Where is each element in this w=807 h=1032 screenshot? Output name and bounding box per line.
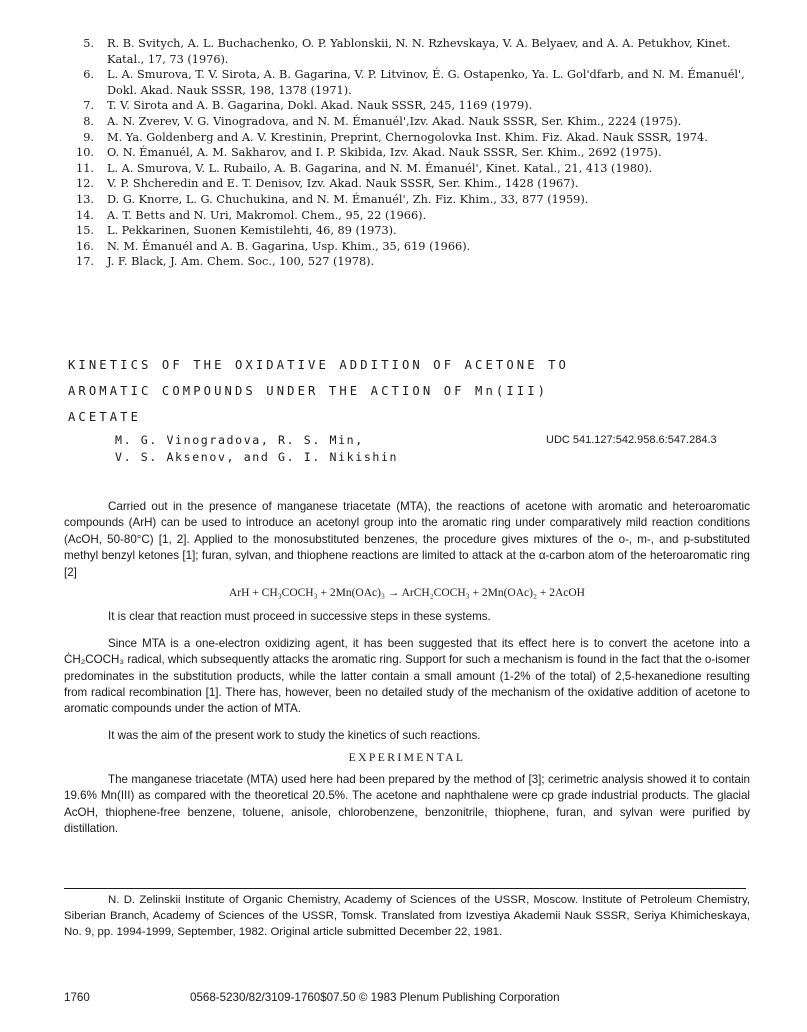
body-paragraph: It is clear that reaction must proceed in successive steps in these systems. bbox=[108, 610, 491, 624]
reference-list bbox=[60, 36, 760, 270]
reference-text: A. T. Betts and N. Uri, Makromol. Chem., 95, 22 (1966). bbox=[107, 208, 427, 222]
reference-text: L. A. Smurova, T. V. Sirota, A. B. Gagarina, V. P. Litvinov, É. G. Ostapenko, Ya. L. Gol'dfarb, and N. M. Émanuél', Dokl. Akad. Nauk SSSR, 198, 1378 (1971). bbox=[107, 68, 745, 97]
reference-item bbox=[60, 239, 760, 255]
article-body bbox=[64, 499, 750, 837]
reference-number: 14. bbox=[76, 208, 94, 222]
reference-text: T. V. Sirota and A. B. Gagarina, Dokl. Akad. Nauk SSSR, 245, 1169 (1979). bbox=[107, 99, 533, 113]
reference-item bbox=[60, 114, 760, 130]
reference-text: D. G. Knorre, L. G. Chuchukina, and N. M. Émanuél', Zh. Fiz. Khim., 33, 877 (1959). bbox=[107, 192, 589, 206]
reference-item bbox=[60, 36, 760, 67]
reference-text: V. P. Shcheredin and E. T. Denisov, Izv. Akad. Nauk SSSR, Ser. Khim., 1428 (1967). bbox=[107, 177, 579, 191]
article-title bbox=[68, 352, 708, 430]
reference-number: 11. bbox=[76, 161, 94, 175]
reference-number: 9. bbox=[83, 130, 94, 144]
reference-item bbox=[60, 208, 760, 224]
copyright-line: 0568-5230/82/3109-1760$07.50 © 1983 Plenum Publishing Corporation bbox=[190, 991, 560, 1004]
reference-number: 7. bbox=[83, 99, 94, 113]
body-paragraph: It was the aim of the present work to study the kinetics of such reactions. bbox=[108, 728, 481, 742]
reference-text: L. Pekkarinen, Suonen Kemistilehti, 46, 89 (1973). bbox=[107, 224, 397, 238]
body-paragraph: The manganese triacetate (MTA) used here had been prepared by the method of [3]; cerimetric analysis showed it to contain 19.6% Mn(III) as compared with the theoretical 20.5%. The acetone and naphthalene were cp grade industrial products. The glacial AcOH, thiophene-free benzene, toluene, anisole, chlorobenzene, benzonitrile, thiophene, furan, and sylvan were purified by distillation. bbox=[64, 772, 750, 835]
author-line: V. S. Aksenov, and G. I. Nikishin bbox=[115, 450, 399, 464]
reference-item bbox=[60, 254, 760, 270]
reaction-equation: ArH + CH₃COCH₃ + 2Mn(OAc)₃ → ArCH₂COCH₃ + 2Mn(OAc)₂ + 2AcOH bbox=[228, 587, 585, 600]
author-line: M. G. Vinogradova, R. S. Min, bbox=[115, 433, 364, 447]
page-number: 1760 bbox=[64, 991, 90, 1004]
udc-code: UDC 541.127:542.958.6:547.284.3 bbox=[546, 434, 717, 446]
footnote bbox=[64, 893, 750, 940]
reference-item bbox=[60, 130, 760, 146]
reference-number: 13. bbox=[76, 192, 94, 206]
reference-item bbox=[60, 145, 760, 161]
reference-number: 17. bbox=[76, 255, 94, 269]
reference-item bbox=[60, 98, 760, 114]
reference-text: N. M. Émanuél and A. B. Gagarina, Usp. Khim., 35, 619 (1966). bbox=[107, 239, 471, 253]
title-line: KINETICS OF THE OXIDATIVE ADDITION OF ACETONE TO bbox=[68, 358, 569, 372]
footnote-divider bbox=[64, 888, 746, 889]
title-line: ACETATE bbox=[68, 410, 142, 424]
reference-text: L. A. Smurova, V. L. Rubailo, A. B. Gagarina, and N. M. Émanuél', Kinet. Katal., 21, 413 (1980). bbox=[107, 161, 653, 175]
reference-text: A. N. Zverev, V. G. Vinogradova, and N. M. Émanuél',Izv. Akad. Nauk SSSR, Ser. Khim., 2224 (1975). bbox=[107, 114, 682, 128]
reference-text: O. N. Émanuél, A. M. Sakharov, and I. P. Skibida, Izv. Akad. Nauk SSSR, Ser. Khim., 2692 (1975). bbox=[107, 146, 662, 160]
reference-number: 5. bbox=[83, 37, 94, 50]
footnote-text: N. D. Zelinskii Institute of Organic Chemistry, Academy of Sciences of the USSR, Moscow. Institute of Petroleum Chemistry, Siberian Branch, Academy of Sciences of the USSR, Tomsk. Translated from Izvestiya Akademii Nauk SSSR, Seriya Khimicheskaya, No. 9, pp. 1994-1999, September, 1982. Original article submitted December 22, 1981. bbox=[64, 894, 750, 938]
reference-number: 6. bbox=[83, 68, 94, 82]
reference-text: M. Ya. Goldenberg and A. V. Krestinin, Preprint, Chernogolovka Inst. Khim. Fiz. Akad. Nauk SSSR, 1974. bbox=[107, 130, 708, 144]
reference-item bbox=[60, 67, 760, 98]
reference-text: R. B. Svitych, A. L. Buchachenko, O. P. Yablonskii, N. N. Rzhevskaya, V. A. Belyaev, and A. A. Petukhov, Kinet. Katal., 17, 73 (1976). bbox=[107, 37, 731, 66]
reference-item bbox=[60, 192, 760, 208]
body-paragraph: Carried out in the presence of manganese triacetate (MTA), the reactions of acetone with aromatic and heteroaromatic compounds (ArH) can be used to introduce an acetonyl group into the aromatic ring under comparatively mild reaction conditions (AcOH, 50-80°C) [1, 2]. Applied to the monosubstituted benzenes, the procedure gives mixtures of the o-, m-, and p-substituted methyl benzyl ketones [1]; furan, sylvan, and thiophene reactions are limited to attack at the α-carbon atom of the heteroaromatic ring [2] bbox=[64, 500, 750, 579]
section-heading: EXPERIMENTAL bbox=[348, 751, 466, 765]
reference-number: 10. bbox=[76, 146, 94, 160]
reference-number: 15. bbox=[76, 224, 94, 238]
reference-number: 8. bbox=[83, 114, 94, 128]
reference-number: 16. bbox=[76, 239, 94, 253]
reference-item bbox=[60, 223, 760, 239]
title-line: AROMATIC COMPOUNDS UNDER THE ACTION OF Mn(III) bbox=[68, 384, 549, 398]
reference-number: 12. bbox=[76, 177, 94, 191]
reference-text: J. F. Black, J. Am. Chem. Soc., 100, 527 (1978). bbox=[107, 255, 375, 269]
reference-item bbox=[60, 161, 760, 177]
reference-item bbox=[60, 176, 760, 192]
body-paragraph: Since MTA is a one-electron oxidizing agent, it has been suggested that its effect here is to convert the acetone into a ĊH₂COCH₃ radical, which subsequently attacks the aromatic ring. Support for such a mechanism is found in the fact that the o-isomer predominates in the substitution products, while the latter contain a small amount (1-2% of the total) of 2,5-hexanedione resulting from radical recombination [1]. There has, however, been no detailed study of the mechanism of the oxidative addition of acetone to aromatic compounds under the action of MTA. bbox=[64, 636, 750, 716]
author-list bbox=[115, 432, 398, 466]
